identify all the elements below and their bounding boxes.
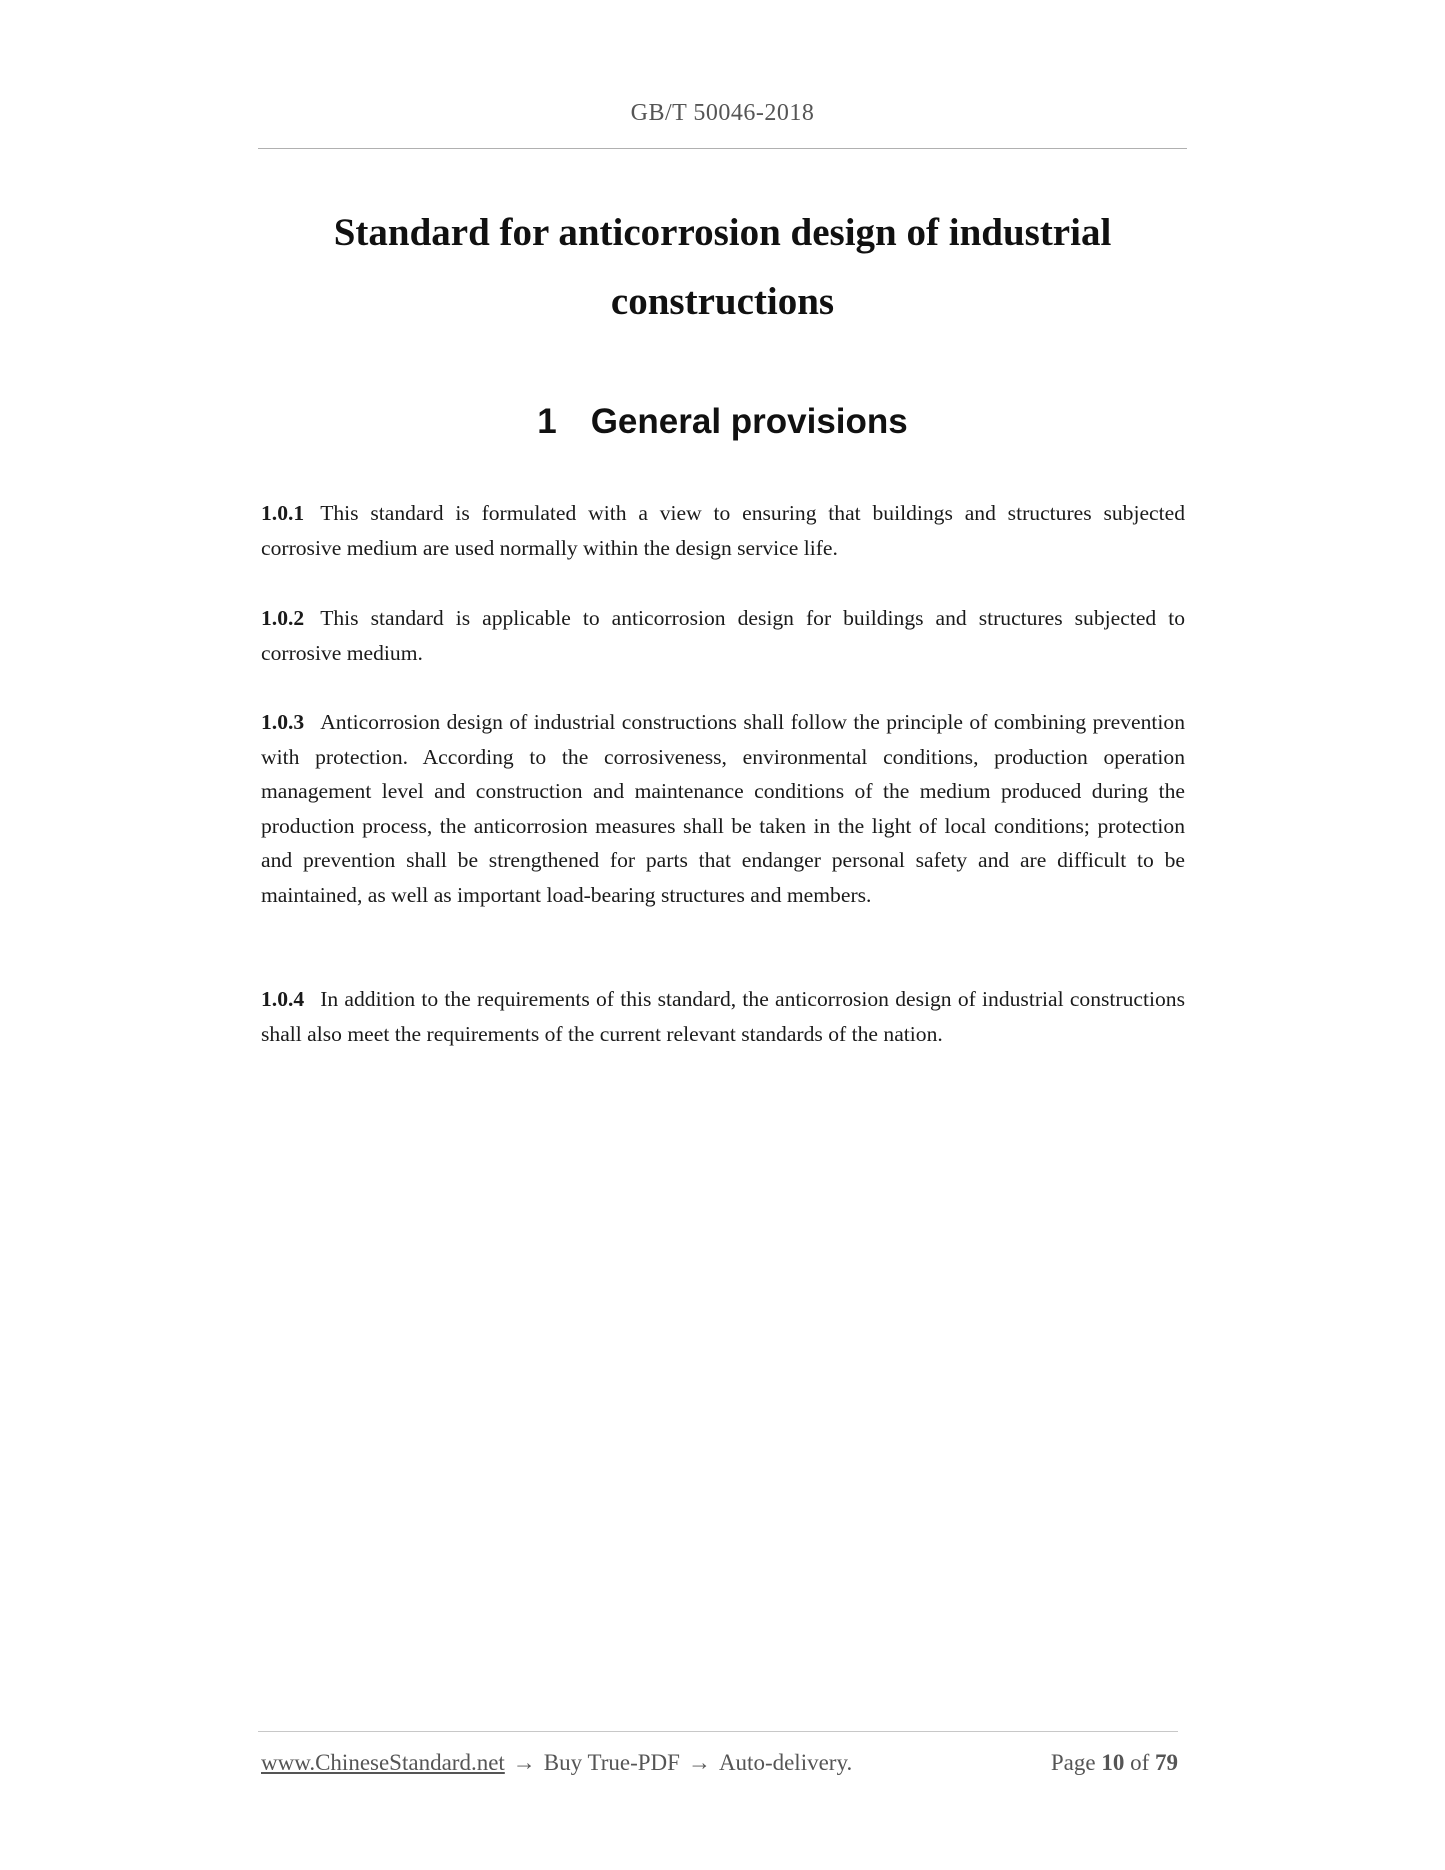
chapter-heading [258,402,1187,442]
running-header: GB/T 50046-2018 [630,100,815,126]
clause-number: 1.0.4 [261,987,305,1011]
website-link[interactable]: www.ChineseStandard.net [261,1750,505,1775]
delivery-text: Auto-delivery. [718,1750,853,1775]
clause-text: Anticorrosion design of industrial constructions shall follow the principle of combining prevention with protection. According to the corrosiveness, environmental conditions, production operation management level and construction and maintenance conditions of the medium produced during the production process, the anticorrosion measures shall be taken in the light of local conditions; protection and prevention shall be strengthened for parts that endanger personal safety and are difficult to be maintained, as well as important load-bearing structures and members. [261,710,1185,907]
clause-1-0-2 [261,601,1185,670]
clause-text: This standard is formulated with a view to ensuring that buildings and structures subjected corrosive medium are used normally within the design service life. [261,501,1185,560]
buy-text: Buy True-PDF [543,1750,680,1775]
page-indicator [1051,1750,1178,1776]
clause-1-0-4 [261,982,1185,1051]
clause-1-0-1 [261,496,1185,565]
page-label: Page [1050,1750,1096,1775]
clause-number: 1.0.1 [261,501,305,525]
arrow-right-icon: → [512,1750,536,1775]
chapter-number: 1 [537,402,557,441]
clause-text: This standard is applicable to anticorrosion design for buildings and structures subjected to corrosive medium. [261,606,1185,665]
clause-1-0-3 [261,705,1185,913]
of-label: of [1130,1750,1150,1775]
clause-number: 1.0.2 [261,606,305,630]
page-current: 10 [1101,1750,1125,1775]
arrow-right-icon: → [687,1750,711,1775]
clause-number: 1.0.3 [261,710,305,734]
header-divider [258,148,1187,149]
footer-promo [261,1750,852,1776]
document-title: Standard for anticorrosion design of industrial constructions [333,211,1112,323]
chapter-title: General provisions [590,402,908,441]
page-total: 79 [1155,1750,1178,1775]
footer-divider [258,1731,1178,1732]
clause-text: In addition to the requirements of this standard, the anticorrosion design of industrial constructions shall also meet the requirements of the current relevant standards of the nation. [261,987,1185,1046]
